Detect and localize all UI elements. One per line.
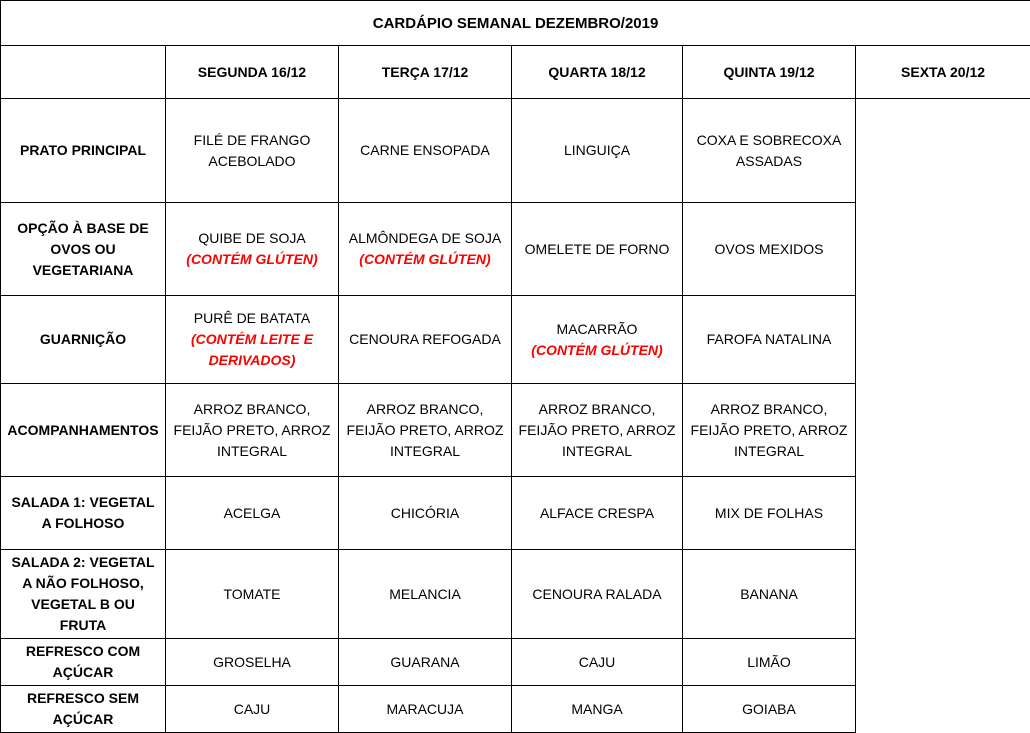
menu-item-text: QUIBE DE SOJA [171, 228, 333, 249]
menu-item-text: LIMÃO [688, 652, 850, 673]
menu-cell [166, 550, 339, 639]
menu-item-text: GUARANA [344, 652, 506, 673]
table-row [1, 686, 1030, 733]
menu-item-text: ALMÔNDEGA DE SOJA [344, 228, 506, 249]
menu-item-text: LINGUIÇA [517, 140, 677, 161]
menu-item-text: CARNE ENSOPADA [344, 140, 506, 161]
menu-cell [512, 686, 683, 733]
menu-cell [683, 384, 856, 477]
menu-cell [683, 639, 856, 686]
menu-item-text: ALFACE CRESPA [517, 503, 677, 524]
menu-cell [339, 550, 512, 639]
menu-item-text: GOIABA [688, 699, 850, 720]
menu-item-text: MACARRÃO [517, 319, 677, 340]
menu-cell [339, 99, 512, 203]
menu-item-text: ACELGA [171, 503, 333, 524]
table-row [1, 639, 1030, 686]
column-header-empty [1, 46, 166, 99]
allergen-note: (CONTÉM LEITE E DERIVADOS) [171, 329, 333, 371]
menu-cell [683, 477, 856, 550]
menu-cell [683, 296, 856, 384]
menu-cell [166, 639, 339, 686]
row-label: REFRESCO COM AÇÚCAR [1, 639, 166, 686]
menu-cell [683, 686, 856, 733]
menu-cell [683, 550, 856, 639]
menu-cell [512, 639, 683, 686]
menu-item-text: CENOURA REFOGADA [344, 329, 506, 350]
menu-cell [339, 639, 512, 686]
menu-item-text: ARROZ BRANCO, FEIJÃO PRETO, ARROZ INTEGRAL [688, 399, 850, 462]
column-header-day-4: QUINTA 19/12 [683, 46, 856, 99]
menu-item-text: CAJU [517, 652, 677, 673]
menu-cell [166, 686, 339, 733]
menu-cell [512, 550, 683, 639]
table-row [1, 477, 1030, 550]
row-label: SALADA 2: VEGETAL A NÃO FOLHOSO, VEGETAL B OU FRUTA [1, 550, 166, 639]
menu-item-text: TOMATE [171, 584, 333, 605]
menu-cell [166, 99, 339, 203]
menu-cell [512, 99, 683, 203]
column-header-day-5: SEXTA 20/12 [856, 46, 1030, 99]
table-row [1, 99, 1030, 203]
table-row [1, 296, 1030, 384]
menu-cell [339, 203, 512, 296]
menu-item-text: ARROZ BRANCO, FEIJÃO PRETO, ARROZ INTEGRAL [344, 399, 506, 462]
allergen-note: (CONTÉM GLÚTEN) [171, 249, 333, 270]
title-row [1, 1, 1030, 46]
row-label: PRATO PRINCIPAL [1, 99, 166, 203]
menu-item-text: CAJU [171, 699, 333, 720]
menu-cell [683, 203, 856, 296]
menu-cell [683, 99, 856, 203]
allergen-note: (CONTÉM GLÚTEN) [344, 249, 506, 270]
menu-cell [339, 686, 512, 733]
row-label: OPÇÃO À BASE DE OVOS OU VEGETARIANA [1, 203, 166, 296]
menu-item-text: MARACUJA [344, 699, 506, 720]
menu-cell [339, 296, 512, 384]
menu-cell [512, 296, 683, 384]
menu-item-text: OMELETE DE FORNO [517, 239, 677, 260]
menu-item-text: ARROZ BRANCO, FEIJÃO PRETO, ARROZ INTEGRAL [517, 399, 677, 462]
menu-cell [339, 477, 512, 550]
menu-item-text: BANANA [688, 584, 850, 605]
menu-item-text: FAROFA NATALINA [688, 329, 850, 350]
column-header-day-3: QUARTA 18/12 [512, 46, 683, 99]
menu-item-text: MELANCIA [344, 584, 506, 605]
menu-cell [512, 384, 683, 477]
header-row [1, 46, 1030, 99]
table-row [1, 550, 1030, 639]
row-label: SALADA 1: VEGETAL A FOLHOSO [1, 477, 166, 550]
menu-cell [512, 477, 683, 550]
menu-item-text: ARROZ BRANCO, FEIJÃO PRETO, ARROZ INTEGRAL [171, 399, 333, 462]
menu-cell [339, 384, 512, 477]
menu-item-text: MANGA [517, 699, 677, 720]
menu-item-text: CHICÓRIA [344, 503, 506, 524]
column-header-day-2: TERÇA 17/12 [339, 46, 512, 99]
menu-cell [166, 477, 339, 550]
menu-cell [512, 203, 683, 296]
menu-item-text: CENOURA RALADA [517, 584, 677, 605]
table-row [1, 384, 1030, 477]
page-title: CARDÁPIO SEMANAL DEZEMBRO/2019 [1, 1, 1030, 46]
menu-cell [166, 384, 339, 477]
row-label: ACOMPANHAMENTOS [1, 384, 166, 477]
row-label: REFRESCO SEM AÇÚCAR [1, 686, 166, 733]
table-row [1, 203, 1030, 296]
row-label: GUARNIÇÃO [1, 296, 166, 384]
menu-item-text: FILÉ DE FRANGO ACEBOLADO [171, 130, 333, 172]
menu-item-text: COXA E SOBRECOXA ASSADAS [688, 130, 850, 172]
menu-item-text: MIX DE FOLHAS [688, 503, 850, 524]
allergen-note: (CONTÉM GLÚTEN) [517, 340, 677, 361]
menu-body [1, 99, 1030, 733]
menu-item-text: GROSELHA [171, 652, 333, 673]
menu-item-text: OVOS MEXIDOS [688, 239, 850, 260]
column-header-day-1: SEGUNDA 16/12 [166, 46, 339, 99]
menu-cell [166, 203, 339, 296]
menu-cell [166, 296, 339, 384]
menu-item-text: PURÊ DE BATATA [171, 308, 333, 329]
